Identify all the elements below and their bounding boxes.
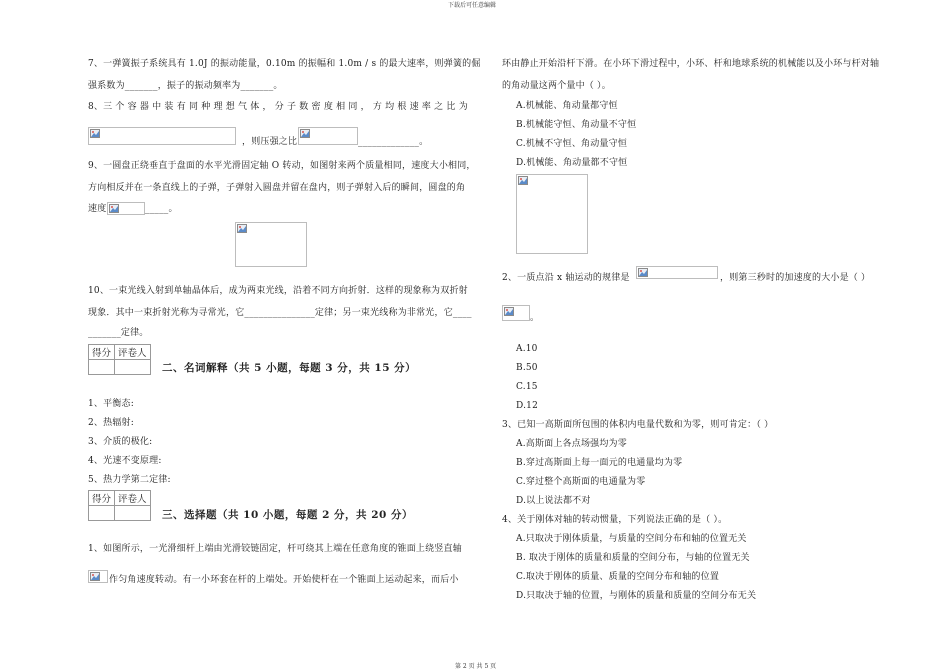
broken-image-icon <box>638 268 648 277</box>
q2-formula-image <box>636 266 718 279</box>
q7-line2: 强系数为_______，振子的振动频率为_______。 <box>88 81 283 91</box>
q1-cont-line1: 环由静止开始沿杆下滑。在小环下滑过程中，小环、杆和地球系统的机械能以及小环与杆对轴 <box>502 59 880 69</box>
score-table-section3 <box>88 490 151 521</box>
q10-line3: _______定律。 <box>88 328 149 338</box>
q9-line3b: _____。 <box>145 204 178 214</box>
q8-line1: 8、三 个 容 器 中 装 有 同 种 理 想 气 体 ， 分 子 数 密 度 相 同 ， 方 均 根 速 率 之 比 为 <box>88 102 468 112</box>
q8-ratio-image <box>298 127 358 145</box>
q2-option-d: D.12 <box>516 401 539 411</box>
broken-image-icon <box>90 572 100 581</box>
s3-q1-omega-image <box>88 570 108 583</box>
q10-line2: 现象．其中一束折射光称为寻常光，它_______________定律；另一束光线称为非常光，它____ <box>88 308 472 318</box>
section3-title: 三、选择题（共 10 小题，每题 2 分，共 20 分） <box>162 509 413 521</box>
q3-option-d: D.以上说法都不对 <box>516 496 591 506</box>
q8-end-blank: _____________。 <box>358 137 429 147</box>
q2-line2b: 。 <box>530 313 540 323</box>
reviewer-label: 评卷人 <box>115 345 151 360</box>
q2-option-b: B.50 <box>516 363 538 373</box>
q9-line1: 9、一圆盘正绕垂直于盘面的水平光滑固定轴 O 转动，如图射来两个质量相同，速度大小相同， <box>88 161 476 171</box>
q2-unit-image <box>502 305 530 321</box>
q1-option-a: A.机械能、角动量都守恒 <box>516 101 618 111</box>
q3-option-a: A.高斯面上各点场强均为零 <box>516 439 627 449</box>
q4-option-d: D.只取决于轴的位置，与刚体的质量和质量的空间分布无关 <box>516 591 757 601</box>
q2-line1a: 2、一质点沿 x 轴运动的规律是 <box>502 273 630 283</box>
q2-line1b: ，则第三秒时的加速度的大小是（ ） <box>720 273 871 283</box>
score-label: 得分 <box>89 345 115 360</box>
score-table-section2 <box>88 344 151 375</box>
q3-option-b: B.穿过高斯面上每一面元的电通量均为零 <box>516 458 683 468</box>
broken-image-icon <box>237 224 247 233</box>
section2-item-4: 4、光速不变原理: <box>88 456 162 466</box>
s3-q1-line1: 1、如图所示，一光滑细杆上端由光滑铰链固定，杆可绕其上端在任意角度的锥面上绕竖直轴 <box>88 544 462 554</box>
section2-item-2: 2、热辐射: <box>88 418 134 428</box>
section2-title: 二、名词解释（共 5 小题，每题 3 分，共 15 分） <box>162 362 417 374</box>
q9-line3a: 速度 <box>88 204 107 214</box>
section2-item-1: 1、平衡态: <box>88 399 134 409</box>
page-footer: 第 2 页 共 5 页 <box>455 663 497 670</box>
q4-line1: 4、关于刚体对轴的转动惯量，下列说法正确的是（ ）。 <box>502 515 728 525</box>
q1-option-b: B.机械能守恒、角动量不守恒 <box>516 120 637 130</box>
broken-image-icon <box>109 204 119 213</box>
q9-omega-image <box>107 202 145 215</box>
q9-line2: 方向相反并在一条直线上的子弹，子弹射入圆盘并留在盘内，则子弹射入后的瞬间，圆盘的角 <box>88 183 466 193</box>
q2-option-c: C.15 <box>516 382 538 392</box>
q4-option-b: B. 取决于刚体的质量和质量的空间分布，与轴的位置无关 <box>516 553 750 563</box>
q4-option-a: A.只取决于刚体质量，与质量的空间分布和轴的位置无关 <box>516 534 747 544</box>
q7-line1: 7、一弹簧振子系统具有 1.0J 的振动能量，0.10m 的振幅和 1.0m / s 的最大速率，则弹簧的倔 <box>88 59 481 69</box>
broken-image-icon <box>90 129 100 138</box>
page-header: 下载后可任意编辑 <box>448 2 497 9</box>
broken-image-icon <box>518 176 528 185</box>
s3-q1-line2: 作匀角速度转动。有一小环套在杆的上端处。开始使杆在一个锥面上运动起来，而后小 <box>109 575 459 585</box>
q2-option-a: A.10 <box>516 344 538 354</box>
q10-line1: 10、一束光线入射到单轴晶体后，成为两束光线，沿着不同方向折射．这样的现象称为双折射 <box>88 286 468 296</box>
q9-figure-image <box>235 222 307 267</box>
reviewer-label: 评卷人 <box>115 491 151 506</box>
q1-option-c: C.机械不守恒、角动量守恒 <box>516 139 628 149</box>
q1-cont-line2: 的角动量这两个量中（ ）。 <box>502 81 611 91</box>
section2-item-5: 5、热力学第二定律: <box>88 475 171 485</box>
q8-formula-image <box>88 127 236 145</box>
q3-line1: 3、已知一高斯面所包围的体积内电量代数和为零，则可肯定：（ ） <box>502 420 774 430</box>
q3-option-c: C.穿过整个高斯面的电通量为零 <box>516 477 646 487</box>
q1-option-d: D.机械能、角动量都不守恒 <box>516 158 628 168</box>
broken-image-icon <box>300 129 310 138</box>
q1-figure-image <box>516 174 588 254</box>
q4-option-c: C.取决于刚体的质量、质量的空间分布和轴的位置 <box>516 572 720 582</box>
broken-image-icon <box>504 307 514 316</box>
score-label: 得分 <box>89 491 115 506</box>
q8-mid-text: ，则压强之比 <box>242 137 298 147</box>
section2-item-3: 3、介质的极化: <box>88 437 153 447</box>
